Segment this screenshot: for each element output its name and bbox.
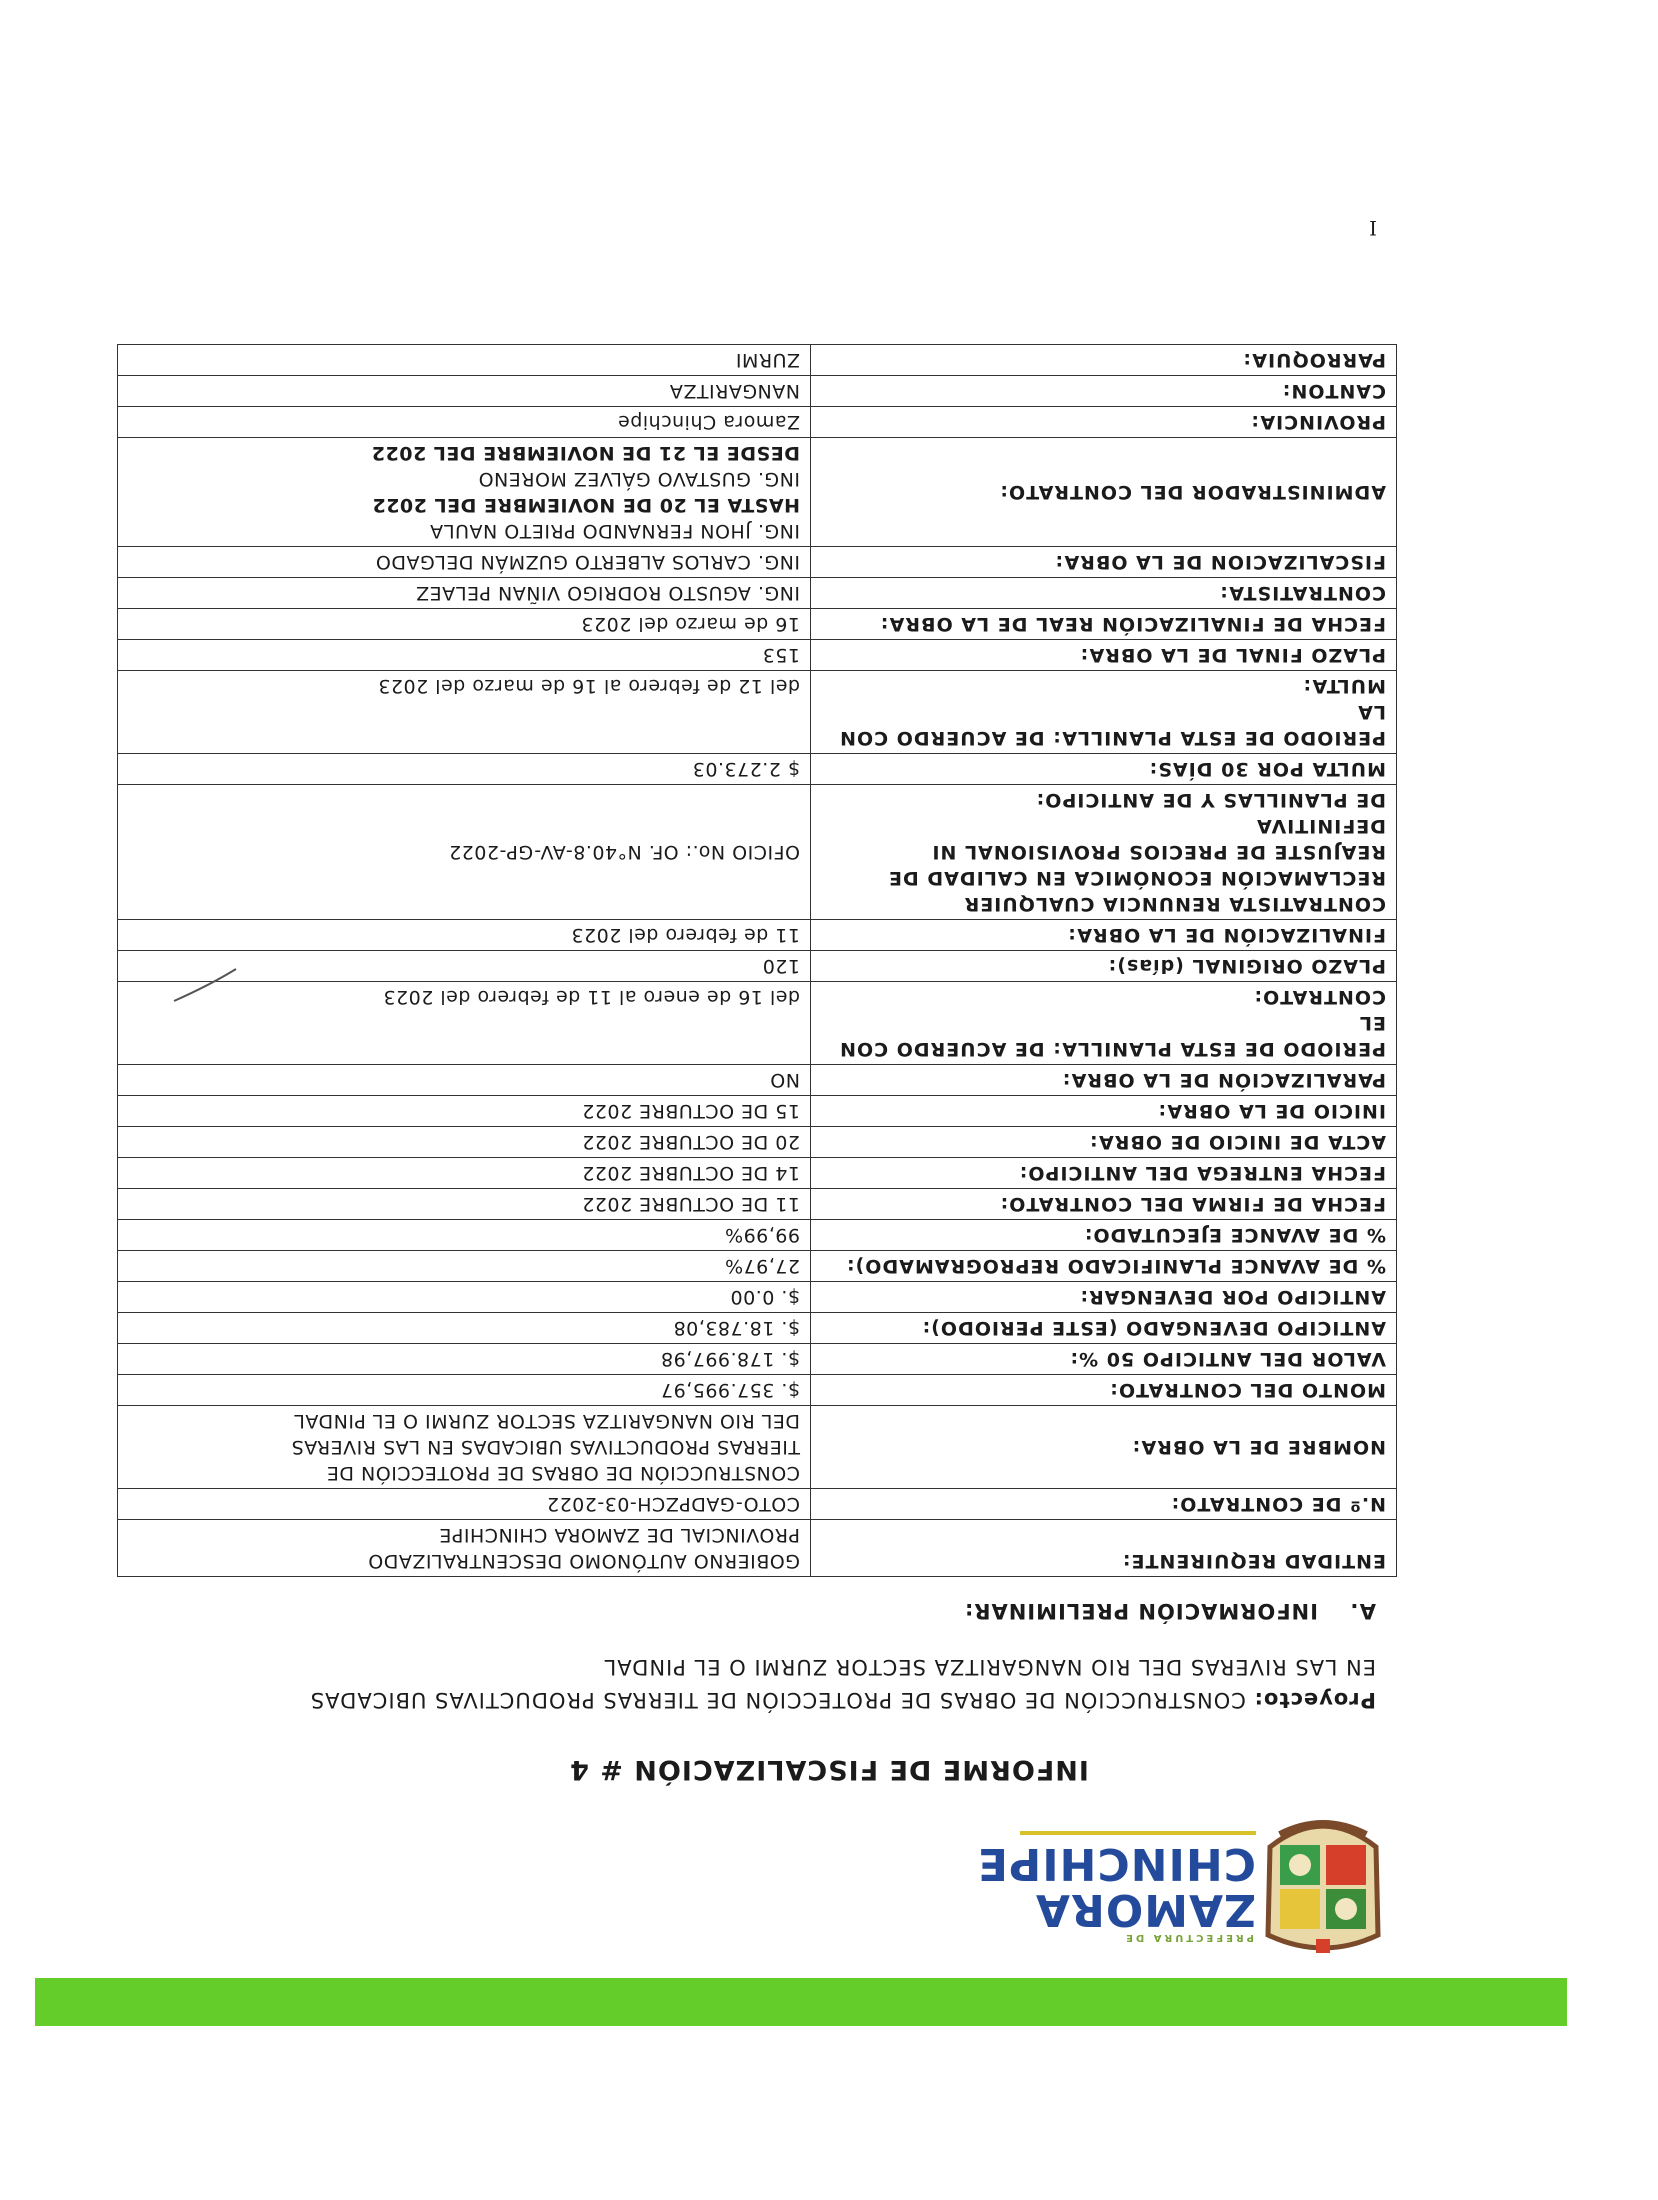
table-row [118,640,1397,671]
value-line: TIERRAS PRODUCTIVAS UBICADAS EN LAS RIVERAS [291,1436,800,1458]
prefectura-logo [976,1805,1386,1955]
table-row [118,1251,1397,1282]
row-label: PROVINCIA: [811,407,1397,438]
table-row [118,609,1397,640]
table-row [118,376,1397,407]
row-value [118,438,811,547]
value-line: DEL RIO NANGARITZA SECTOR ZURMI O EL PINDAL [293,1410,800,1432]
row-value: 27,97% [118,1251,811,1282]
table-row [118,1096,1397,1127]
value-line: ING. JHON FERNANDO PRIETO NAULA [429,520,800,542]
row-value: 11 DE OCTUBRE 2022 [118,1189,811,1220]
value-line: OFICIO No.: OF. N°40.8-AV-GP-2022 [448,841,800,863]
row-label: FECHA DE FINALIZACIÓN REAL DE LA OBRA: [811,609,1397,640]
table-row [118,438,1397,547]
label-line: CONTRATISTA RENUNCIA CUALQUIER [963,893,1386,915]
table-row [118,982,1397,1065]
row-label [811,982,1397,1065]
row-label: PARROQUIA: [811,345,1397,376]
table-row [118,547,1397,578]
row-value: $ 2.273.03 [118,754,811,785]
row-value: 11 de febrero del 2023 [118,920,811,951]
table-row [118,754,1397,785]
section-heading [964,1599,1376,1623]
logo-prefectura-text: PREFECTURA DE [1123,1932,1254,1943]
table-row [118,951,1397,982]
project-description [76,1650,1376,1716]
label-line: DE PLANILLAS Y DE ANTICIPO: [1035,789,1386,811]
row-label: NOMBRE DE LA OBRA: [811,1406,1397,1489]
value-line: GOBIERNO AUTÓNOMO DESCENTRALIZADO [367,1550,800,1572]
row-value: 153 [118,640,811,671]
row-label: ADMINISTRADOR DEL CONTRATO: [811,438,1397,547]
row-value [118,1406,811,1489]
row-label: VALOR DEL ANTICIPO 50 %: [811,1344,1397,1375]
row-label: FECHA DE FIRMA DEL CONTRATO: [811,1189,1397,1220]
row-label: ENTIDAD REQUIRENTE: [811,1520,1397,1577]
value-line: DESDE EL 21 DE NOVIEMBRE DEL 2022 [371,442,800,464]
table-row [118,785,1397,920]
row-value: 15 DE OCTUBRE 2022 [118,1096,811,1127]
label-line: PERIODO DE ESTA PLANILLA: DE ACUERDO CON LA [839,701,1386,749]
label-line: MULTA: [1302,675,1386,697]
table-row [118,1127,1397,1158]
table-row [118,407,1397,438]
preliminary-info-table [117,344,1397,1577]
row-label: PLAZO FINAL DE LA OBRA: [811,640,1397,671]
row-value: $. 18.783,08 [118,1313,811,1344]
crest-icon [1260,1805,1386,1955]
table-row [118,1375,1397,1406]
value-line: HASTA EL 20 DE NOVIEMBRE DEL 2022 [372,494,800,516]
row-value: ING. AGUSTO RODRIGO VIÑAN PELAEZ [118,578,811,609]
row-label [811,785,1397,920]
table-row [118,920,1397,951]
row-label: ACTA DE INICIO DE OBRA: [811,1127,1397,1158]
row-label: INICIO DE LA OBRA: [811,1096,1397,1127]
table-row [118,345,1397,376]
table-row [118,1344,1397,1375]
table-row [118,1489,1397,1520]
row-label: MULTA POR 30 DÍAS: [811,754,1397,785]
table-row [118,578,1397,609]
value-line: PROVINCIAL DE ZAMORA CHINCHIPE [438,1524,800,1546]
table-row [118,1282,1397,1313]
label-line: PERIODO DE ESTA PLANILLA: DE ACUERDO CON EL [839,1012,1386,1060]
row-label: CONTRATISTA: [811,578,1397,609]
table-row [118,1520,1397,1577]
row-value: 14 DE OCTUBRE 2022 [118,1158,811,1189]
report-title: INFORME DE FISCALIZACIÓN # 4 [569,1754,1089,1785]
row-value [118,1520,811,1577]
table-row [118,1189,1397,1220]
row-label: FECHA ENTREGA DEL ANTICIPO: [811,1158,1397,1189]
logo-chinchipe-text: CHINCHIPE [976,1838,1256,1889]
project-label: Proyecto: [1253,1688,1376,1712]
logo-zamora-text: ZAMORA [1034,1884,1256,1935]
row-label: ANTICIPO DEVENGADO (ESTE PERIODO): [811,1313,1397,1344]
logo-underline [1020,1831,1256,1835]
header-green-bar [35,1978,1567,2026]
pen-stroke-mark [170,965,240,1005]
row-label: FISCALIZACION DE LA OBRA: [811,547,1397,578]
page-number: I [1369,216,1377,240]
row-label: ANTICIPO POR DEVENGAR: [811,1282,1397,1313]
label-line: CONTRATO: [1253,986,1386,1008]
row-label [811,671,1397,754]
row-label: % DE AVANCE PLANIFICADO REPROGRAMADO): [811,1251,1397,1282]
row-label: % DE AVANCE EJECUTADO: [811,1220,1397,1251]
row-value: $. 0.00 [118,1282,811,1313]
row-value [118,671,811,754]
project-text-line1: CONSTRUCCIÓN DE OBRAS DE PROTECCIÓN DE TIERRAS PRODUCTIVAS UBICADAS [309,1688,1254,1712]
table-row [118,1313,1397,1344]
row-value: COTO-GADPZCH-03-2022 [118,1489,811,1520]
row-value: ING. CARLOS ALBERTO GUZMÁN DELGADO [118,547,811,578]
row-label: FINALIZACIÓN DE LA OBRA: [811,920,1397,951]
section-title: INFORMACIÓN PRELIMINAR: [963,1599,1318,1623]
row-value: $. 357.995,97 [118,1375,811,1406]
row-label: CANTON: [811,376,1397,407]
row-value [118,785,811,920]
table-row [118,1220,1397,1251]
section-letter: A. [1349,1599,1376,1623]
row-value: NANGARITZA [118,376,811,407]
value-line: del 12 de febrero al 16 de marzo del 2023 [377,675,800,697]
value-line: CONSTRUCCIÓN DE OBRAS DE PROTECCIÓN DE [326,1462,800,1484]
row-value: 99,99% [118,1220,811,1251]
row-value: 16 de marzo del 2023 [118,609,811,640]
row-value: ZURMI [118,345,811,376]
row-label: PARALIZACIÓN DE LA OBRA: [811,1065,1397,1096]
table-row [118,671,1397,754]
table-row [118,1406,1397,1489]
value-line: del 16 de enero al 11 de febrero del 2023 [382,986,800,1008]
row-value: $. 178.997,98 [118,1344,811,1375]
row-label: PLAZO ORIGINAL (días): [811,951,1397,982]
row-label: MONTO DEL CONTRATO: [811,1375,1397,1406]
label-line: REAJUSTE DE PRECIOS PROVISIONAL NI DEFINITIVA [931,815,1386,863]
row-value: Zamora Chinchipe [118,407,811,438]
label-line: RECLAMACIÓN ECONÓMICA EN CALIDAD DE [888,867,1386,889]
row-value: 20 DE OCTUBRE 2022 [118,1127,811,1158]
row-label: N.º DE CONTRATO: [811,1489,1397,1520]
row-value: 120 [118,951,811,982]
table-row [118,1065,1397,1096]
value-line: ING. GUSTAVO GÁLVEZ MORENO [478,468,800,490]
table-row [118,1158,1397,1189]
row-value: NO [118,1065,811,1096]
project-text-line2: EN LAS RIVERAS DEL RIO NANGARITZA SECTOR ZURMI O EL PINDAL [603,1655,1376,1679]
